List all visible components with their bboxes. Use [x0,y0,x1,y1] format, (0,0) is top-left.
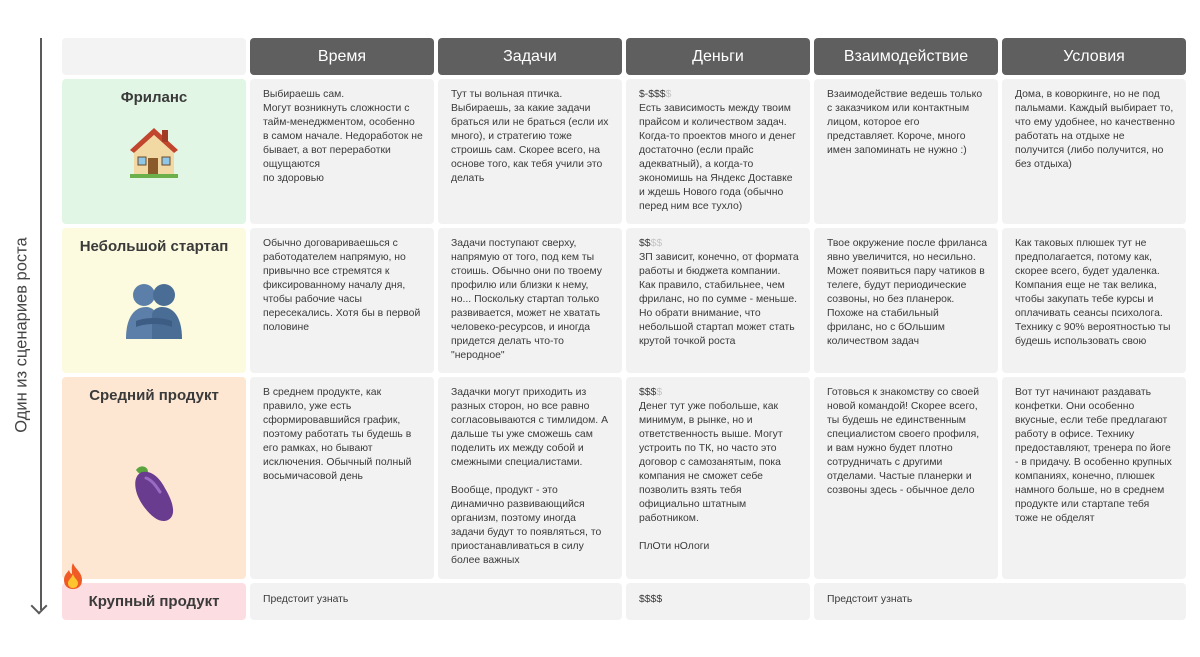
row-title: Крупный продукт [88,593,220,610]
column-header-money: Деньги [626,38,810,75]
cell-mid-conditions: Вот тут начинают раздавать конфетки. Они особенно вкусные, если тебе предлагают работу в офисе. Технику предоставляют, тренера по йоге - в придачу. В особенно крупных компаниях, конечно, плюшек намного больше, но в среднем продукте или стартапе тебя тоже не обделят [1002,377,1186,579]
table-corner [62,38,246,75]
row-title: Средний продукт [89,387,219,404]
cell-freelance-interaction: Взаимодействие ведешь только с заказчиком или контактным лицом, которое его представляет. Короче, много имен запоминать не нужно :) [814,79,998,224]
row-header-big-product [62,583,246,620]
eggplant-icon [122,460,186,529]
cell-startup-conditions: Как таковых плюшек тут не предполагается, потому как, скорее всего, будет удаленка. Компания еще не так велика, чтобы закупать тебе курсы и оплачивать сеансы психолога. Технику с 90% вероятностью ты будешь использовать свою [1002,228,1186,373]
money-level: $-$$$ [639,89,666,100]
cell-mid-money [626,377,810,579]
column-header-conditions: Условия [1002,38,1186,75]
cell-mid-time: В среднем продукте, как правило, уже есть сформировавшийся график, поэтому работать ты будешь в его рамках, но бывают исключения. Обычный полный восьмичасовой день [250,377,434,579]
people-hugging-icon [122,281,186,344]
row-title: Фриланс [120,89,188,106]
cell-freelance-time: Выбираешь сам. Могут возникнуть сложности с тайм-менеджментом, особенно в самом начале. Недоработок не бывает, а вот переработки ощущаются по здоровью [250,79,434,224]
cell-big-money: $$$$ [626,583,810,620]
column-header-tasks: Задачи [438,38,622,75]
row-title: Небольшой стартап [79,238,229,255]
growth-axis-label: Один из сценариев роста [12,237,31,433]
column-header-time: Время [250,38,434,75]
row-header-mid-product [62,377,246,579]
growth-axis-line [40,38,42,610]
cell-mid-tasks: Задачки могут приходить из разных сторон, но все равно согласовываются с тимлидом. А дальше ты уже сможешь сам поделить их между собой и смежными специалистами. Вообще, продукт - это динамично развивающийся организм, поэтому иногда задачи будут то появляться, то приостанавливаться в силу более важных [438,377,622,579]
cell-freelance-tasks: Тут ты вольная птичка. Выбираешь, за какие задачи браться или не браться (если их много), и стратегию тоже строишь сам. Скорее всего, на основе того, как тебя учили это делать [438,79,622,224]
row-header-freelance [62,79,246,224]
cell-startup-interaction: Твое окружение после фриланса явно увеличится, но несильно. Может появиться пару чатиков в телеге, будут периодические созвоны, но без планерок. Похоже на стабильный фриланс, но с бОльшим количеством задач [814,228,998,373]
fire-icon [60,562,86,595]
cell-startup-money [626,228,810,373]
cell-freelance-money [626,79,810,224]
row-header-startup [62,228,246,373]
money-level: $$ [639,238,651,249]
arrow-down-icon [31,598,48,615]
cell-startup-tasks: Задачи поступают сверху, напрямую от того, под кем ты стоишь. Обычно они по твоему профилю или близки к нему, но... Поскольку стартап только развивается, может не хватать человеко-ресурсов, и иногда придется делать что-то "неродное" [438,228,622,373]
money-level-faded: $ [665,89,672,100]
money-text: ЗП зависит, конечно, от формата работы и бюджета компании. Как правило, стабильнее, чем фриланс, но по сумме - меньше. Но обрати внимание, что небольшой стартап может стать крутой точкой роста [639,252,799,347]
cell-big-time-tasks: Предстоит узнать [250,583,622,620]
cell-mid-interaction: Готовься к знакомству со своей новой командой! Скорее всего, ты будешь не единственным специалистом своего профиля, и вам нужно будет плотно сотрудничать с другими отделами. Частые планерки и созвоны здесь - обычное дело [814,377,998,579]
money-text: Денег тут уже побольше, как минимум, в рынке, но и ответственность выше. Могут устроить по ТК, но часто это договор с самозанятым, пока компания не сможет себе позволить взять тебя официально штатным работником. ПлОти нОлоги [639,401,783,552]
column-header-interaction: Взаимодействие [814,38,998,75]
money-text: Есть зависимость между твоим прайсом и количеством задач. Когда-то проектов много и денег достаточно (если прайс адекватный), а когда-то экономишь на Яндекс Доставке и ждешь Нового года (обычно перед ним все тухло) [639,103,796,212]
cell-freelance-conditions: Дома, в коворкинге, но не под пальмами. Каждый выбирает то, что ему удобнее, но качественно работать на отдыхе не получится (либо получится, но без отдыха) [1002,79,1186,224]
cell-startup-time: Обычно договариваешься с работодателем напрямую, но привычно все стремятся к фиксированному началу дня, чтобы рабочие часы пересекались. Хотя бы в первой половине [250,228,434,373]
money-level: $$$ [639,387,657,398]
money-level-faded: $ [656,387,663,398]
cell-big-interaction-conditions: Предстоит узнать [814,583,1186,620]
money-level-faded: $$ [650,238,663,249]
comparison-table [62,38,1186,620]
house-icon [126,124,182,180]
